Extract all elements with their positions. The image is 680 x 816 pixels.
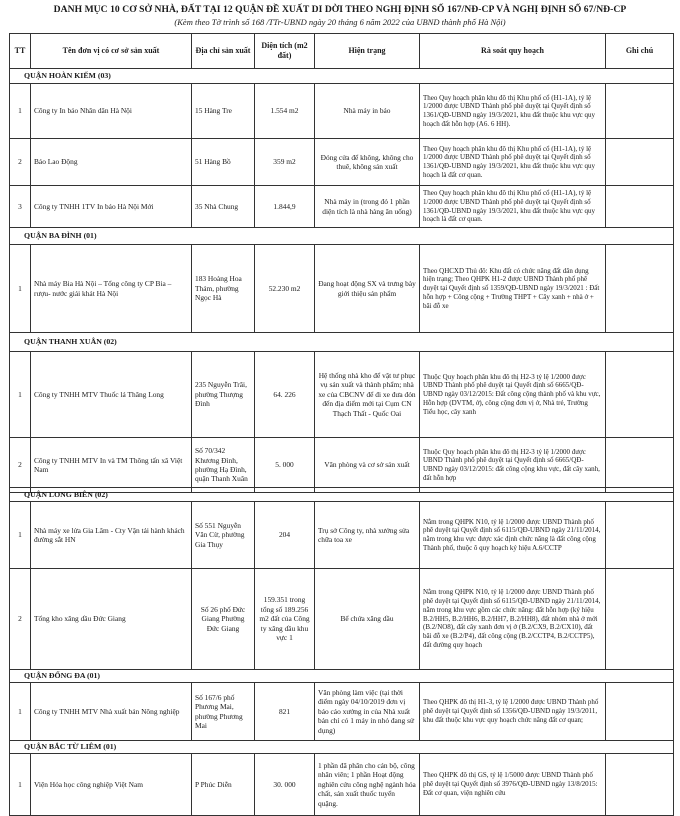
- cell-review: Theo QHPK đô thị GS, tỷ lệ 1/5000 được UBND Thành phố phê duyệt tại Quyết định số 3976/QĐ-UBND ngày 13/8/2015: Đất cơ quan, viện nghiên cứu: [420, 754, 606, 816]
- cell-address: 183 Hoàng Hoa Thám, phường Ngọc Hà: [192, 245, 255, 333]
- cell-tt: 1: [10, 352, 31, 438]
- cell-status: Nhà máy in báo: [315, 84, 420, 139]
- cell-unit: Báo Lao Động: [31, 139, 192, 186]
- cell-address: 35 Nhà Chung: [192, 186, 255, 228]
- cell-address: 15 Hàng Tre: [192, 84, 255, 139]
- header-status: Hiện trạng: [315, 34, 420, 69]
- cell-review: Thuộc Quy hoạch phân khu đô thị H2-3 tỷ lệ 1/2000 được UBND Thành phố phê duyệt tại Quyết định số 6665/QĐ-UBND ngày 03/12/2015: đất công cộng khu vực, đất cây xanh, đất hỗn hợp: [420, 438, 606, 493]
- cell-area: 5. 000: [255, 438, 315, 493]
- cell-review: Theo Quy hoạch phân khu đô thị Khu phố cổ (H1-1A), tỷ lệ 1/2000 được UBND Thành phố phê duyệt tại Quyết định số 1361/QĐ-UBND ngày 19/3/2021, khu đất thuộc khu vực quy hoạch là đất cơ quan.: [420, 139, 606, 186]
- cell-tt: 2: [10, 438, 31, 493]
- cell-note: [606, 438, 674, 493]
- cell-unit: Nhà máy xe lửa Gia Lâm - Cty Vận tải hành khách đường sắt HN: [31, 502, 192, 569]
- cell-note: [606, 502, 674, 569]
- table-header-row: [10, 34, 674, 69]
- cell-address: P Phúc Diễn: [192, 754, 255, 816]
- cell-address: 235 Nguyễn Trãi, phường Thượng Đình: [192, 352, 255, 438]
- table-row: [10, 569, 674, 670]
- cell-status: Bể chứa xăng dầu: [315, 569, 420, 670]
- list-table-bottom: [9, 487, 674, 816]
- cell-area: 1.844,9: [255, 186, 315, 228]
- table-row: [10, 352, 674, 438]
- cell-unit: Công ty TNHH 1TV In báo Hà Nội Mới: [31, 186, 192, 228]
- cell-unit: Nhà máy Bia Hà Nội – Tổng công ty CP Bia – rượu- nước giải khát Hà Nội: [31, 245, 192, 333]
- cell-review: Thuộc Quy hoạch phân khu đô thị H2-3 tỷ lệ 1/2000 được UBND Thành phố phê duyệt tại Quyết định số 6665/QĐ-UBND ngày 03/12/2015: Đất công cộng thành phố và khu vực, Hỗn hợp (DVTM, ở), công cộng đơn vị ở, Nhà trẻ, Trường Tiểu học, cây xanh: [420, 352, 606, 438]
- cell-note: [606, 186, 674, 228]
- group-row-thanh-xuan: [10, 333, 674, 352]
- group-row-dong-da: [10, 670, 674, 683]
- cell-note: [606, 245, 674, 333]
- cell-unit: Công ty TNHH MTV Thuốc lá Thăng Long: [31, 352, 192, 438]
- cell-status: Nhà máy in (trong đó 1 phần diện tích là nhà hàng ăn uống): [315, 186, 420, 228]
- cell-unit: Viện Hóa học công nghiệp Việt Nam: [31, 754, 192, 816]
- cell-area: 64. 226: [255, 352, 315, 438]
- cell-note: [606, 569, 674, 670]
- cell-area: 359 m2: [255, 139, 315, 186]
- cell-address: Số 551 Nguyễn Văn Cừ, phường Gia Thụy: [192, 502, 255, 569]
- cell-note: [606, 139, 674, 186]
- group-title: QUẬN ĐỐNG ĐA (01): [10, 670, 674, 683]
- cell-status: Đóng cửa để không, không cho thuê, không sản xuất: [315, 139, 420, 186]
- cell-unit: Công ty TNHH MTV Nhà xuất bản Nông nghiệp: [31, 683, 192, 741]
- header-review: Rà soát quy hoạch: [420, 34, 606, 69]
- cell-area: 52.230 m2: [255, 245, 315, 333]
- table-row: [10, 186, 674, 228]
- cell-unit: Công ty TNHH MTV In và TM Thông tấn xã Việt Nam: [31, 438, 192, 493]
- cell-tt: 1: [10, 683, 31, 741]
- cell-status: Trụ sở Công ty, nhà xưởng sửa chữa toa xe: [315, 502, 420, 569]
- cell-tt: 1: [10, 754, 31, 816]
- header-note: Ghi chú: [606, 34, 674, 69]
- group-title: QUẬN BA ĐÌNH (01): [10, 228, 674, 245]
- cell-address: Số 26 phố Đức Giang Phường Đức Giang: [192, 569, 255, 670]
- cell-review: Nằm trong QHPK N10, tỷ lệ 1/2000 được UBND Thành phố phê duyệt tại Quyết định số 6115/QĐ-UBND ngày 21/11/2014, nằm trong khu vực được xác định chức năng là đất công cộng Thành phố, thuộc ô quy hoạch ký hiệu A.6/CCTP: [420, 502, 606, 569]
- table-row: [10, 139, 674, 186]
- cell-tt: 2: [10, 139, 31, 186]
- cell-area: 204: [255, 502, 315, 569]
- cell-address: Số 70/342 Khương Đình, phường Hạ Đình, quận Thanh Xuân: [192, 438, 255, 493]
- cell-status: 1 phần đã phân cho cán bộ, công nhân viên; 1 phần Hoạt động nghiên cứu công nghệ ngành hóa chất, sản xuất thuốc tuyển quặng.: [315, 754, 420, 816]
- table-row: [10, 683, 674, 741]
- header-tt: TT: [10, 34, 31, 69]
- cell-address: 51 Hàng Bồ: [192, 139, 255, 186]
- cell-note: [606, 84, 674, 139]
- table-row: [10, 438, 674, 493]
- cell-review: Theo QHPK đô thị H1-3, tỷ lệ 1/2000 được UBND Thành phố phê duyệt tại Quyết định số 1356/QĐ-UBND ngày 19/3/2011, khu đất thuộc khu vực quy hoạch chức năng đất cơ quan;: [420, 683, 606, 741]
- group-row-hoan-kiem: [10, 69, 674, 84]
- cell-tt: 1: [10, 502, 31, 569]
- group-title: QUẬN THANH XUÂN (02): [10, 333, 674, 352]
- table-row: [10, 245, 674, 333]
- cell-status: Đang hoạt động SX và trưng bày giới thiệu sản phẩm: [315, 245, 420, 333]
- cell-note: [606, 352, 674, 438]
- document-subtitle: (Kèm theo Tờ trình số 168 /TTr-UBND ngày 20 tháng 6 năm 2022 của UBND thành phố Hà Nội): [174, 17, 506, 27]
- group-title: QUẬN LONG BIÊN (02): [10, 488, 674, 502]
- cell-area: 821: [255, 683, 315, 741]
- cell-note: [606, 754, 674, 816]
- header-address: Địa chỉ sản xuất: [192, 34, 255, 69]
- document-title: DANH MỤC 10 CƠ SỞ NHÀ, ĐẤT TẠI 12 QUẬN ĐỀ XUẤT DI DỜI THEO NGHỊ ĐỊNH SỐ 167/NĐ-CP VÀ NGHỊ ĐỊNH SỐ 67/NĐ-CP: [53, 4, 627, 15]
- cell-review: Nằm trong QHPK N10, tỷ lệ 1/2000 được UBND Thành phố phê duyệt tại Quyết định số 6115/QĐ-UBND ngày 21/11/2014, nằm trong khu vực gồm các chức năng: đất hỗn hợp (ký hiệu B.2/HH5, B.2/HH6, B.2/HH7, B.2/HH8), đất nhóm nhà ở mới (B.2/NO8), đất cây xanh đơn vị ở (B.2/CX9, B.2/CX10), đất bãi đỗ xe (B.2/P4), đất công cộng (B.2/CCTP4, B.2/CCTP5), đất đường quy hoạch: [420, 569, 606, 670]
- cell-unit: Tổng kho xăng dầu Đức Giang: [31, 569, 192, 670]
- cell-status: Văn phòng làm việc (tại thời điểm ngày 04/10/2019 đơn vị báo cáo xưởng in của Nhà xuất bản chỉ có 1 máy in nhỏ đang sử dụng): [315, 683, 420, 741]
- group-row-long-bien: [10, 488, 674, 502]
- group-title: QUẬN BẮC TỪ LIÊM (01): [10, 741, 674, 754]
- cell-area: 1.554 m2: [255, 84, 315, 139]
- group-row-ba-dinh: [10, 228, 674, 245]
- cell-address: Số 167/6 phố Phương Mai, phường Phương Mai: [192, 683, 255, 741]
- cell-status: Văn phòng và cơ sở sản xuất: [315, 438, 420, 493]
- cell-area: 159.351 trong tổng số 189.256 m2 đất của Công ty xăng dầu khu vực 1: [255, 569, 315, 670]
- cell-review: Theo QHCXD Thủ đô: Khu đất có chức năng đất dân dụng hiện trạng; Theo QHPK H1-2 được UBND Thành phố phê duyệt tại Quyết định số 1359/QĐ-UBND ngày 19/3/2021 : Đất hỗn hợp + Công cộng + Trường THPT + Cây xanh + nhà ở + bãi đỗ xe: [420, 245, 606, 333]
- table-row: [10, 502, 674, 569]
- header-area: Diện tích (m2 đất): [255, 34, 315, 69]
- table-row: [10, 84, 674, 139]
- header-unit: Tên đơn vị có cơ sở sản xuất: [31, 34, 192, 69]
- cell-review: Theo Quy hoạch phân khu đô thị Khu phố cổ (H1-1A), tỷ lệ 1/2000 được UBND Thành phố phê duyệt tại Quyết định số 1361/QĐ-UBND ngày 19/3/2021, khu đất thuộc khu vực quy hoạch đất hỗn hợp (A6. 6 HH).: [420, 84, 606, 139]
- group-row-bac-tu-liem: [10, 741, 674, 754]
- table-row: [10, 754, 674, 816]
- cell-tt: 1: [10, 84, 31, 139]
- cell-area: 30. 000: [255, 754, 315, 816]
- cell-tt: 2: [10, 569, 31, 670]
- cell-note: [606, 683, 674, 741]
- cell-tt: 3: [10, 186, 31, 228]
- cell-status: Hệ thống nhà kho để vật tư phục vụ sản xuất và thành phẩm; nhà xe của CBCNV để đi xe đưa đón đến địa điểm mới tại Cụm CN Thạch Thất - Quốc Oai: [315, 352, 420, 438]
- list-table-top: [9, 33, 674, 493]
- group-title: QUẬN HOÀN KIẾM (03): [10, 69, 674, 84]
- cell-unit: Công ty In báo Nhân dân Hà Nội: [31, 84, 192, 139]
- cell-review: Theo Quy hoạch phân khu đô thị Khu phố cổ (H1-1A), tỷ lệ 1/2000 được UBND Thành phố phê duyệt tại Quyết định số 1361/QĐ-UBND ngày 19/3/2021, khu đất thuộc khu vực quy hoạch là đất cơ quan.: [420, 186, 606, 228]
- cell-tt: 1: [10, 245, 31, 333]
